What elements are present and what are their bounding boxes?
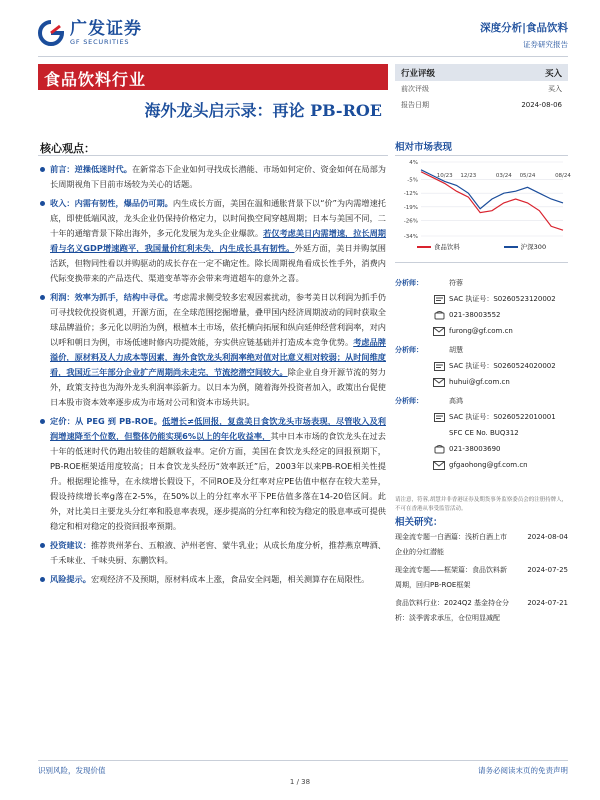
bullet-tail: 除企业自身开源节流的努力外，政策支持也为海外龙头利润率添新力。以日本为例，随着海外投资者加入，政策出台促使日本股市资本效率逐步成为市场对公司和资本市场共识。 [50,367,386,407]
bullet-lead: 定价：从 PEG 到 PB-ROE。 [50,416,163,426]
prev-rating-label: 前次评级 [401,85,429,93]
related-item-title[interactable]: 现金流专题一白酒篇：浅析白酒上市企业的分红潜能 [395,533,507,556]
x-tick-label: 10/23 [436,172,453,179]
analyst-phone: 021-38003690 [449,445,501,453]
bullet-text: 考虑需求侧受较多宏观因素扰动，参考美日以利润为抓手仍可寻找较优投资机遇，开源方面，在全球范围挖掘增量，叠甲国内经济周期波动的同时获取全球品牌溢价；多元化以明治为例，根植本土市场，依托横向拓展和纵向延伸经营利润率，对内以呼和朝日为例，市场低速时修内功提效能，夯实供应链基础并打造成本竞争优势。 [50,292,386,347]
rating-box [395,64,568,113]
prev-rating-row [395,81,568,97]
x-tick-label: 05/24 [519,172,536,179]
analyst-label: 分析师： [395,279,423,287]
chart-legend [395,242,568,251]
email-icon [429,461,449,470]
x-tick-label: 08/24 [555,172,571,179]
analyst-cert: SAC 执证号：S0260522010001 [449,413,556,421]
footer-slogan: 识别风险，发现价值 [38,766,106,775]
related-item[interactable] [395,596,568,625]
related-item[interactable] [395,563,568,592]
analyst-cert: SAC 执证号：S0260524020002 [449,362,556,370]
report-category: 深度分析|食品饮料 [480,22,568,34]
chart-svg [395,156,571,242]
y-tick-label: -12% [403,191,418,198]
core-bullets [38,162,386,591]
analyst-email[interactable]: huhui@gf.com.cn [449,378,510,386]
x-tick-label: 12/23 [460,172,477,179]
report-date-row [395,97,568,113]
legend-item-food [417,242,460,251]
bullet-risk [38,572,386,587]
logo-cn: 广发证券 [70,19,142,39]
bullet-preface [38,162,386,192]
analyst-label: 分析师： [395,397,423,405]
bullet-profit [38,290,386,410]
bullet-pricing [38,414,386,534]
related-item-date: 2024-07-21 [527,599,568,607]
legend-swatch [417,246,431,248]
gf-logo-icon [38,20,64,46]
bullet-tail: 外延方面，美日并购氛围活跃，但物同性看以并购驱动的成长存在一定不确定性。除长周期视角看成长性手外，消费内代际变换带来的产品迭代、渠道变革等亦会带来弯道超车的意外之喜。 [50,243,386,283]
email-icon [429,327,449,336]
x-tick-label: 03/24 [495,172,512,179]
analyst-label: 分析师： [395,346,423,354]
logo-en: GF SECURITIES [70,38,130,46]
y-tick-label: -19% [403,204,418,211]
analyst-name: 高鸿 [449,397,463,405]
bullet-lead: 前言：逆操低迷时代。 [50,164,132,174]
industry-banner: 食品饮料行业 [38,64,388,90]
bullet-highlight: 考虑品牌溢价，原材料及人力成本等因素，海外食饮龙头利润率绝对值对比意义相对较弱；从时间维度看，我国近三年部分企业扩产周期尚未走完，节流挖潜空间较大。 [50,337,386,377]
report-type: 证券研究报告 [523,40,568,49]
analysts-section [395,275,568,476]
analyst-2 [395,342,568,390]
bullet-text: 推荐贵州茅台、五粮液、泸州老窖、蒙牛乳业；从成长角度分析，推荐燕京啤酒、千禾味业、千味央厨、东鹏饮料。 [50,540,386,565]
bullet-lead: 收入：内需有韧性，爆品仍可期。 [50,198,173,208]
footer-disclaimer-note: 请务必阅读末页的免责声明 [478,766,568,775]
related-item[interactable] [395,530,568,559]
phone-icon [429,310,449,320]
y-tick-label: 4% [409,160,418,166]
bullet-highlight: 若仅考虑美日内需增速，拉长周期看与名义GDP增速跑平，我国量价红利未失，内生成长具有韧性。 [50,228,386,253]
chart-divider [395,262,568,263]
report-date-value: 2024-08-06 [521,101,562,109]
core-divider [38,155,388,156]
related-list [395,530,568,629]
related-item-date: 2024-08-04 [527,533,568,541]
analyst-name: 胡慧 [449,346,463,354]
certificate-icon [429,362,449,371]
legend-item-hs300 [504,242,546,251]
report-title: 海外龙头启示录：再论 PB-ROE [144,101,382,120]
bullet-investment [38,538,386,568]
y-tick-label: -26% [403,218,418,225]
analyst-email[interactable]: furong@gf.com.cn [449,327,513,335]
bullet-lead: 风险提示。 [50,574,91,584]
legend-swatch [504,246,518,248]
certificate-icon [429,413,449,422]
page-number: 1 / 38 [289,778,311,786]
rating-label: 行业评级 [401,68,436,79]
related-item-title[interactable]: 现金流专题——框架篇：食品饮料新周期，回归PB-ROE框架 [395,566,507,589]
certificate-icon [429,295,449,304]
rating-value: 买入 [544,68,562,79]
analyst-1 [395,275,568,339]
rating-header [395,64,568,81]
legend-label: 食品饮料 [433,243,460,251]
related-item-date: 2024-07-25 [527,566,568,574]
analyst-cert-sfc: SFC CE No. BUQ312 [449,429,519,437]
page-header [0,0,600,62]
related-item-title[interactable]: 食品饮料行业：2024Q2 基金持仓分析：淡季需求承压，仓位明显减配 [395,599,510,622]
bullet-tail: 其中日本市场的食饮龙头在过去十年的低迷时代仍跑出较佳的超额收益率。定价方面，美国在食饮龙头经定的回报预期下，PB-ROE框架适用度较高；日本食饮龙头经历“效率跃迁”后，2003年以来PB-ROE相关性提升。根据理论推导，在永续增长假设下，不同ROE及分红率对应PE估值中枢存在较大差异，假设持续增长率g落在2-5%，在50%以上的分红率水平下PE估值多落在14-20倍区间。此外，对比美日主要龙头分红率和股息率表现，逐步提高的分红率和较为稳定的股息率或可提供稳定和相对稳定的投资回报率预期。 [50,431,386,531]
bullet-lead: 投资建议： [50,540,91,550]
bullet-text: 在新常态下企业如何寻找成长潜能、市场如何定价、资金如何在局部为长周期视角下目前市场较为关心的话题。 [50,164,386,189]
bullet-highlight: 低增长≠低回报，复盘美日食饮龙头市场表现，尽管收入及利润增速降至个位数，但整体仍能实现6%以上的年化收益率， [50,416,386,441]
report-date-label: 报告日期 [401,101,429,109]
footer-divider [38,760,568,761]
analyst-phone: 021-38003552 [449,311,501,319]
core-views-title: 核心观点： [40,142,95,155]
header-divider [38,56,568,57]
related-title: 相关研究： [395,517,443,528]
company-logo [38,20,142,46]
bullet-revenue [38,196,386,286]
y-tick-label: -5% [407,177,418,184]
bullet-text: 宏观经济不及预期，原材料成本上涨，食品安全问题，相关测算存在局限性。 [90,574,370,584]
y-tick-label: -34% [403,234,418,240]
legend-label: 沪深300 [520,243,547,251]
bullet-lead: 利润：效率为抓手，结构中寻优。 [50,292,173,302]
analyst-cert: SAC 执证号：S0260523120002 [449,295,556,303]
analyst-email[interactable]: gfgaohong@gf.com.cn [449,461,528,469]
disclaimer: 请注意，符蓉,胡慧并非香港证券及期货事务监察委员会的注册持牌人，不可在香港从事受监管活动。 [395,497,568,512]
email-icon [429,378,449,387]
analyst-3 [395,393,568,473]
prev-rating-value: 买入 [548,85,562,93]
bullet-text: 内生成长方面，美国在温和通胀背景下以“价”为内需增速托底，即使低端风波，龙头企业仍保持价格定力，以时间换空间穿越周期；日本与美国不同，二十年的通缩背景下除出海外，多元化发展为龙头企业爆款。 [50,198,386,238]
chart-title: 相对市场表现 [395,142,453,153]
analyst-name: 符蓉 [449,279,463,287]
phone-icon [429,444,449,454]
